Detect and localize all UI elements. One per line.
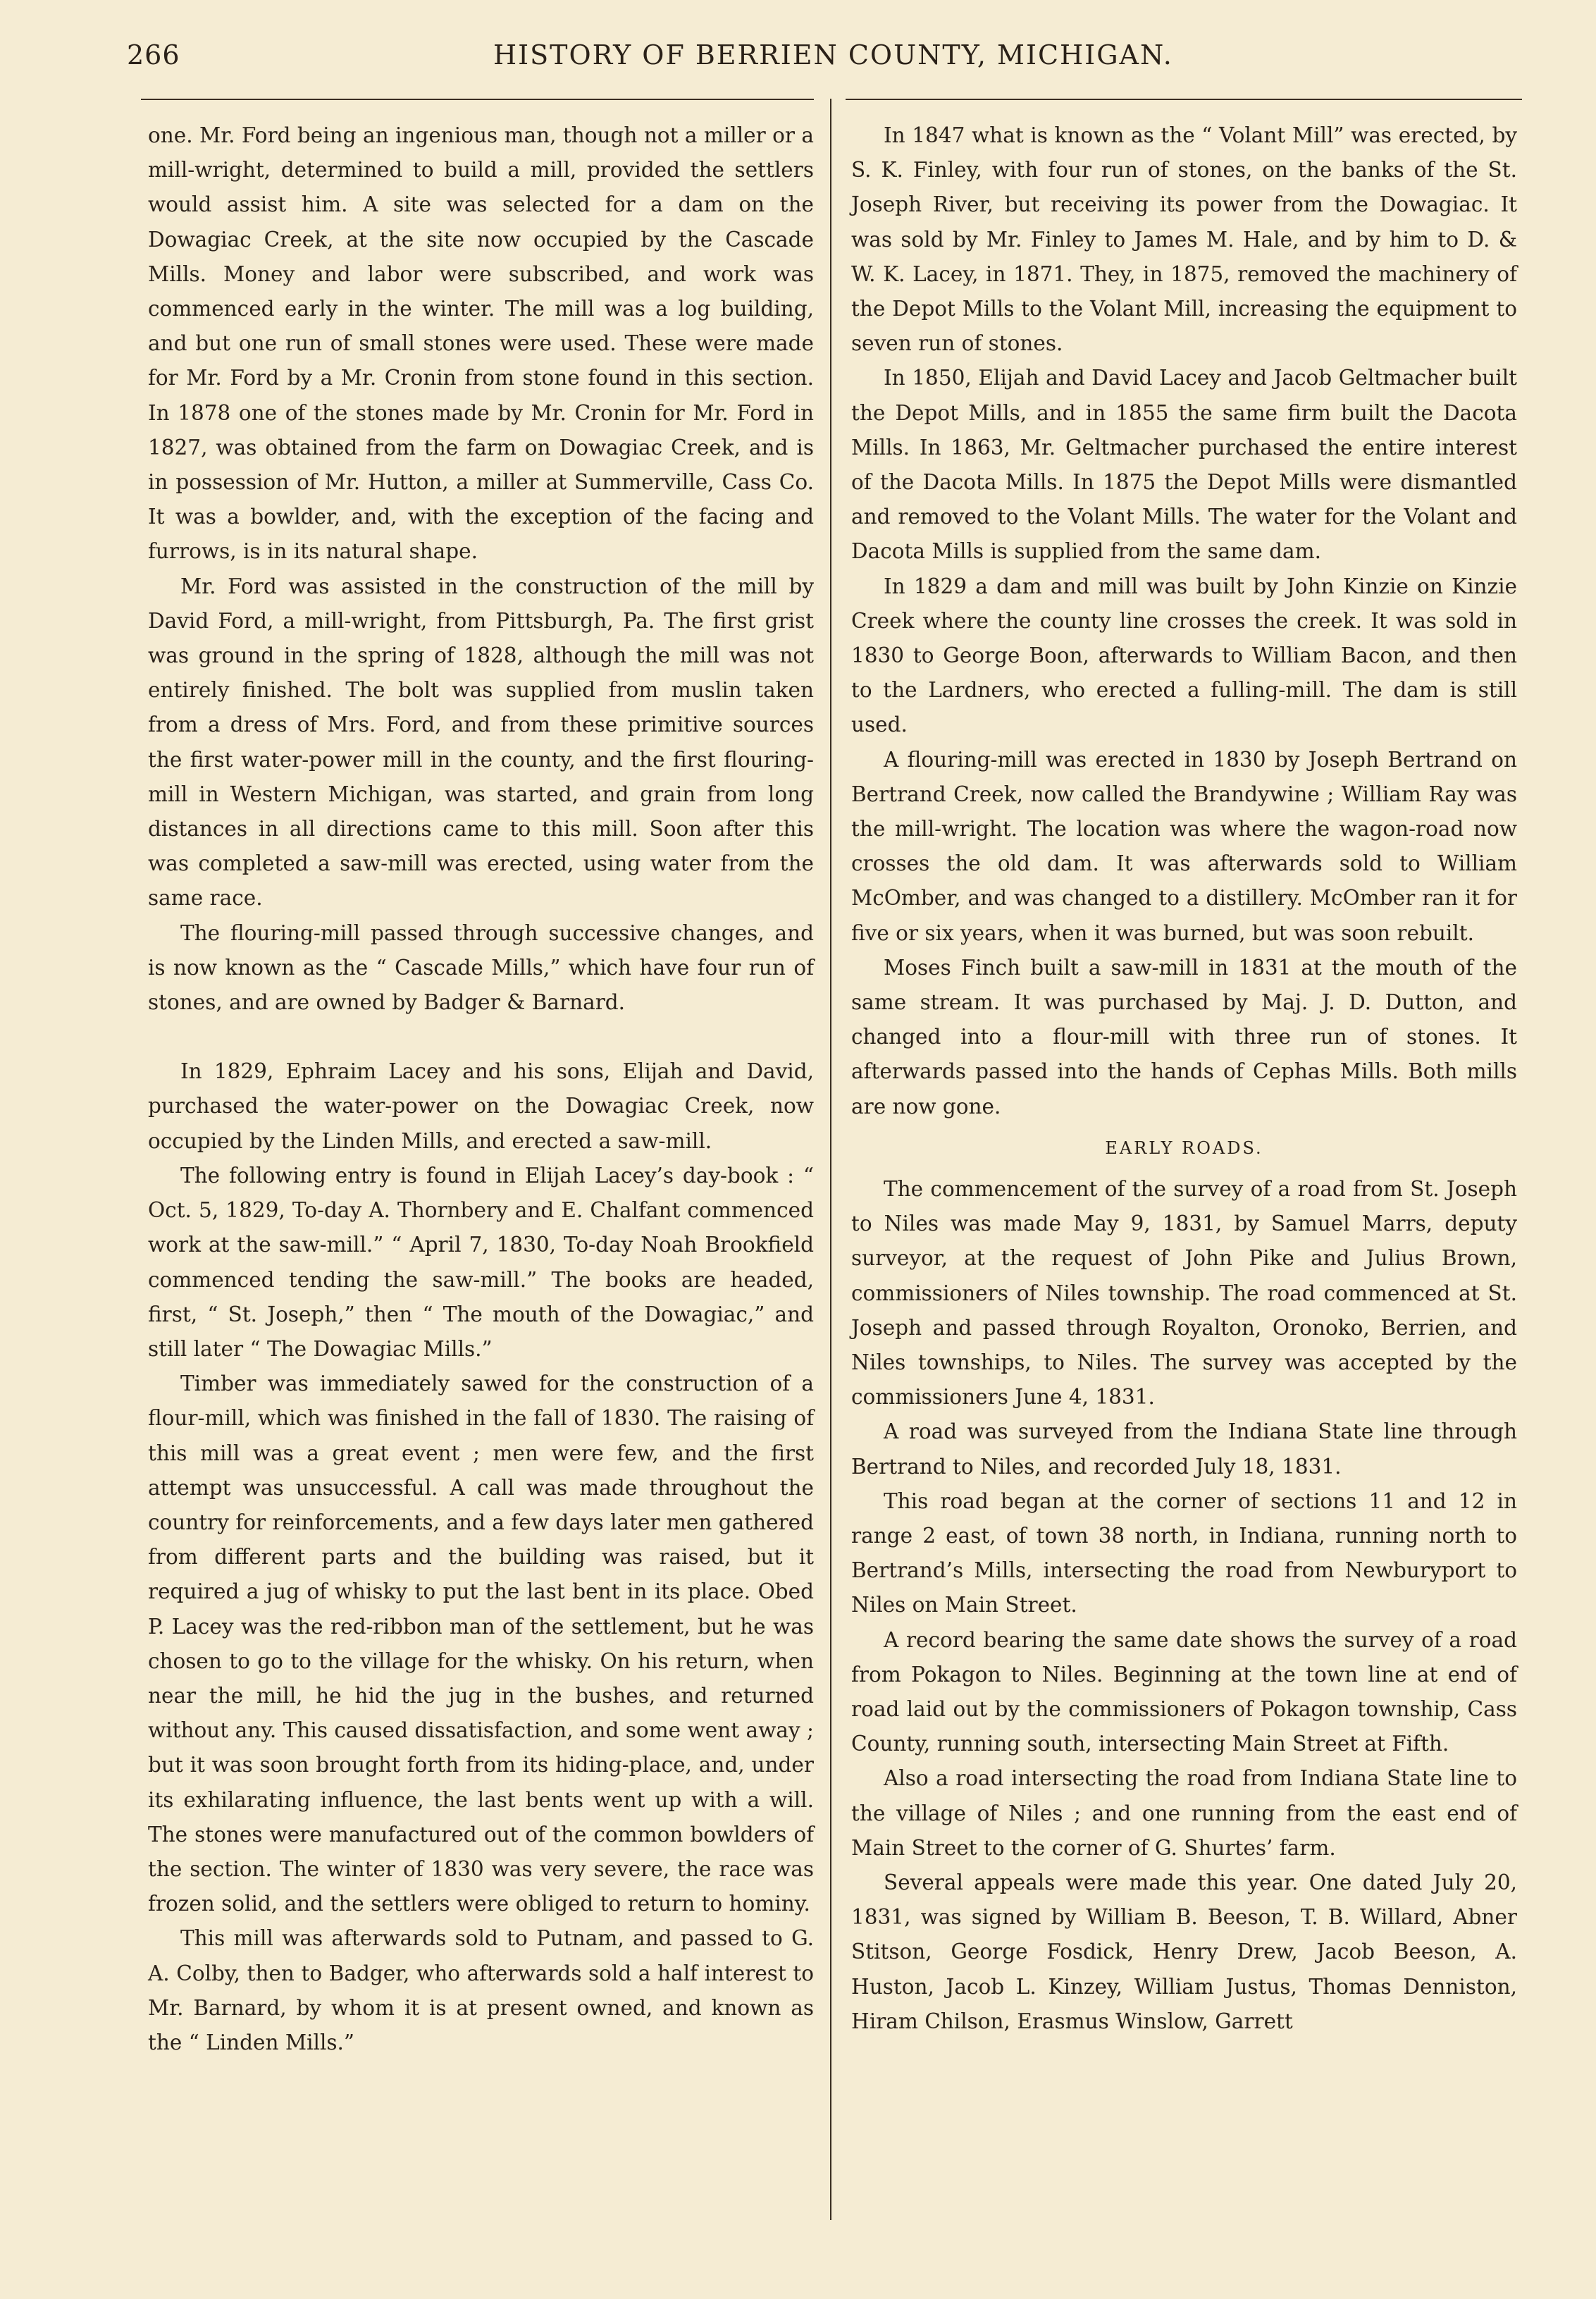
section-heading: EARLY ROADS. [1105, 1138, 1263, 1158]
paragraph: one. Mr. Ford being an ingenious man, though not a miller or a mill-wright, determined to build a mill, provided the settlers would assist him. A site was selected for a dam on the Dowagiac Creek, at the site now occupied by the Cascade Mills. Money and labor were subscribed, and work was commenced early in the winter. The mill was a log building, and but one run of small stones were used. These were made for Mr. Ford by a Mr. Cronin from stone found in this section. In 1878 one of the stones made by Mr. Cronin for Mr. Ford in 1827, was obtained from the farm on Dowagiac Creek, and is in possession of Mr. Hutton, a miller at Summerville, Cass Co. It was a bowlder, and, with the exception of the facing and furrows, is in its natural shape. [148, 123, 814, 564]
right-column [851, 118, 1517, 2039]
paragraph: A flouring-mill was erected in 1830 by Joseph Bertrand on Bertrand Creek, now called the Brandywine ; William Ray was the mill-wright. The location was where the wagon-road now crosses the old dam. It was afterwards sold to William McOmber, and was changed to a distillery. McOmber ran it for five or six years, when it was burned, but was soon rebuilt. [851, 747, 1517, 945]
paragraph: In 1850, Elijah and David Lacey and Jacob Geltmacher built the Depot Mills, and in 1855 the same firm built the Dacota Mills. In 1863, Mr. Geltmacher purchased the entire interest of the Dacota Mills. In 1875 the Depot Mills were dismantled and removed to the Volant Mills. The water for the Volant and Dacota Mills is supplied from the same dam. [851, 366, 1517, 564]
page-header [0, 39, 1596, 82]
paragraph: In 1829 a dam and mill was built by John Kinzie on Kinzie Creek where the county line crosses the creek. It was sold in 1830 to George Boon, afterwards to William Bacon, and then to the Lardners, who erected a fulling-mill. The dam is still used. [851, 574, 1517, 737]
paragraph: Timber was immediately sawed for the construction of a flour-mill, which was finished in the fall of 1830. The raising of this mill was a great event ; men were few, and the first attempt was unsuccessful. A call was made throughout the country for reinforcements, and a few days later men gathered from different parts and the building was raised, but it required a jug of whisky to put the last bent in its place. Obed P. Lacey was the red-ribbon man of the settlement, but he was chosen to go to the village for the whisky. On his return, when near the mill, he hid the jug in the bushes, and returned without any. This caused dissatisfaction, and some went away ; but it was soon brought forth from its hiding-place, and, under its exhilarating influence, the last bents went up with a will. The stones were manufactured out of the common bowlders of the section. The winter of 1830 was very severe, the race was frozen solid, and the settlers were obliged to return to hominy. [148, 1372, 814, 1916]
column-divider [830, 99, 831, 2220]
header-rule-left [141, 99, 814, 100]
header-rule-right [846, 99, 1522, 100]
paragraph: In 1847 what is known as the “ Volant Mill” was erected, by S. K. Finley, with four run of stones, on the banks of the St. Joseph River, but receiving its power from the Dowagiac. It was sold by Mr. Finley to James M. Hale, and by him to D. & W. K. Lacey, in 1871. They, in 1875, removed the machinery of the Depot Mills to the Volant Mill, increasing the equipment to seven run of stones. [851, 123, 1517, 356]
paragraph: A record bearing the same date shows the survey of a road from Pokagon to Niles. Beginning at the town line at end of road laid out by the commissioners of Pokagon township, Cass County, running south, intersecting Main Street at Fifth. [851, 1627, 1517, 1756]
paragraph: This mill was afterwards sold to Putnam, and passed to G. A. Colby, then to Badger, who afterwards sold a half interest to Mr. Barnard, by whom it is at present owned, and known as the “ Linden Mills.” [148, 1926, 814, 2054]
paragraph: A road was surveyed from the Indiana State line through Bertrand to Niles, and recorded July 18, 1831. [851, 1419, 1517, 1479]
paragraph: The following entry is found in Elijah Lacey’s day-book : “ Oct. 5, 1829, To-day A. Thornbery and E. Chalfant commenced work at the saw-mill.” “ April 7, 1830, To-day Noah Brookfield commenced tending the saw-mill.” The books are headed, first, “ St. Joseph,” then “ The mouth of the Dowagiac,” and still later “ The Dowagiac Mills.” [148, 1163, 814, 1361]
paragraph: Several appeals were made this year. One dated July 20, 1831, was signed by William B. Beeson, T. B. Willard, Abner Stitson, George Fosdick, Henry Drew, Jacob Beeson, A. Huston, Jacob L. Kinzey, William Justus, Thomas Denniston, Hiram Chilson, Erasmus Winslow, Garrett [851, 1870, 1517, 2033]
paragraph: The flouring-mill passed through successive changes, and is now known as the “ Cascade Mills,” which have four run of stones, and are owned by Badger & Barnard. [148, 920, 814, 1015]
paragraph-spacer [148, 1020, 814, 1054]
paragraph: This road began at the corner of sections 11 and 12 in range 2 east, of town 38 north, in Indiana, running north to Bertrand’s Mills, intersecting the road from Newburyport to Niles on Main Street. [851, 1489, 1517, 1617]
page-number: 266 [127, 39, 180, 70]
paragraph: Also a road intersecting the road from Indiana State line to the village of Niles ; and one running from the east end of Main Street to the corner of G. Shurtes’ farm. [851, 1766, 1517, 1860]
running-title: HISTORY OF BERRIEN COUNTY, MICHIGAN. [493, 39, 1173, 70]
paragraph: The commencement of the survey of a road from St. Joseph to Niles was made May 9, 1831, by Samuel Marrs, deputy surveyor, at the request of John Pike and Julius Brown, commissioners of Niles township. The road commenced at St. Joseph and passed through Royalton, Oronoko, Berrien, and Niles townships, to Niles. The survey was accepted by the commissioners June 4, 1831. [851, 1176, 1517, 1410]
paragraph: Moses Finch built a saw-mill in 1831 at the mouth of the same stream. It was purchased by Maj. J. D. Dutton, and changed into a flour-mill with three run of stones. It afterwards passed into the hands of Cephas Mills. Both mills are now gone. [851, 955, 1517, 1118]
paragraph: Mr. Ford was assisted in the construction of the mill by David Ford, a mill-wright, from Pittsburgh, Pa. The first grist was ground in the spring of 1828, although the mill was not entirely finished. The bolt was supplied from muslin taken from a dress of Mrs. Ford, and from these primitive sources the first water-power mill in the county, and the first flouring-mill in Western Michigan, was started, and grain from long distances in all directions came to this mill. Soon after this was completed a saw-mill was erected, using water from the same race. [148, 574, 814, 911]
left-column [148, 118, 814, 2060]
paragraph: In 1829, Ephraim Lacey and his sons, Elijah and David, purchased the water-power on the Dowagiac Creek, now occupied by the Linden Mills, and erected a saw-mill. [148, 1059, 814, 1153]
